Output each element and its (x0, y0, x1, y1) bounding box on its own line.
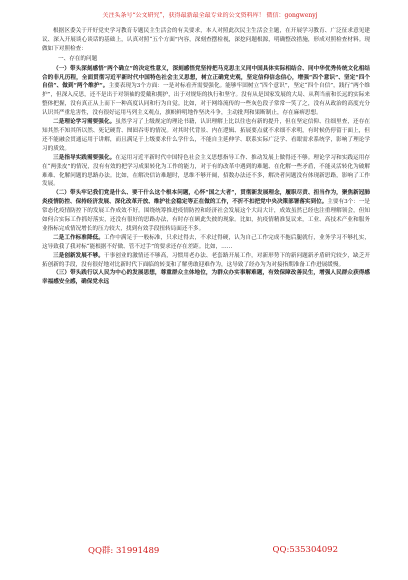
wechat-banner: 关注头条号“公文研究”，获得最新最全最专业的公文资料库！ 微信：gongwenyj (102, 12, 318, 19)
body-paragraph: （三）带头践行以人民为中心的发展思想，尊重群众主体地位，为群众办实事解难题，有效保障改善民生，增强人民群众获得感幸福感安全感，确保党永远 (42, 270, 370, 286)
qq-group: QQ群: 31991489 (88, 546, 160, 556)
body-paragraph: 二是理论学习需要强化。虽然学习了上级规定的理论书籍，认识理解上比以往也有新的提升，但在坚定信仰、往细里查，还存在知其然不知其所以然、死记硬背、囫囵吞枣的情况。对其时代背景、内在逻辑、拓展要点就不求细不求明，有时候仍停留于面上，但还不能融会贯通运用于讲解，而且满足于上级要求什么学什么，不能自主延伸学、联系实际广泛学、看眼需求系统学，影响了理论学习的质效。 (42, 119, 370, 152)
qq-number: QQ:535304092 (272, 545, 338, 555)
section-heading: 一、存在的问题 (58, 55, 98, 62)
body-paragraph: 二是工作标准降低。工作中满足于一般标准，只求过得去，不求过得硬，认为自己工作完成不拖后腿就行，业务学习不够扎实，这导致我了我对标“能根据不好做、管不过手”的要求还存在差距。比如，…… (42, 234, 370, 250)
body-paragraph: 三是创新发展不够。干事创业的激情还不够高，习惯用老办法、老套路开展工作，对新形势下的新问题新矛盾研究较少，缺乏开拓创新的手段，没有很好地对比新时代下面临的转变和了解勇敢迎难作为，这导致了经办为为对接指期准备工作进展缓慢。 (42, 252, 370, 268)
body-paragraph: （一）带头深刻感悟“两个确立”的决定性意义，深刻感悟党坚持把马克思主义同中国具体实际相结合、同中华优秀传统文化相结合的非凡历程，全面贯彻习近平新时代中国特色社会主义思想，树立正确党史观，坚定信仰信念信心，增强“四个意识”、坚定“四个自信”、做到“两个维护”。主要表现为3个方面：一是对标看齐需要强化。能够牢固树立“四个意识”，坚定“四个自信”，践行“两个维护”，但深入反思，还不是出于对领袖的爱戴和拥护，出于对规矩的执行和坚守。没有从是国家发展的大局、从利当前和长远的实际来整体把握，没有真正从上而下一种高度认同和行为自觉。比如，对于网络流传的一些灰色段子常常一笑了之，没有从政治的高度充分认识其严重危害性，没有很好运用马列主义观点，旗帜鲜明地作坚决斗争，主动批判和果断制止，存在麻痹思想。 (42, 65, 371, 117)
intro-paragraph: 根据区委关于开好党史学习教育专题民主生活会的有关要求，本人对照此次民主生活会主题，在开展学习教育、广泛征求意见建议、深入开展谈心谈话的基础上，认真对照“五个方面”内容，深刻查摆检视，深挖问题根源，明确整改措施，形成对照检查材料。现做如下对照检查： (42, 28, 370, 52)
document-body (42, 27, 370, 287)
footer-contact (88, 544, 338, 556)
body-paragraph: 三是指导实践需要强化。在运用习近平新时代中国特色社会主义思想指导工作、推动发展上做得还不够。理论学习和实践运用存在“两张皮”的情况，没有有效的把学习成果转化为工作的能力，对于有的改革中遇到的难题、在化解一些矛盾，不能灵活转化为破解难难、化解问题的思路办法。比如，在解决信访难题时，思维不够开阔，招数办法还不多，解决者问题没有体现新思路，影响了工作发展。 (42, 154, 370, 188)
body-paragraph: （二）带头牢记我们党是什么、要干什么这个根本问题，心怀“国之大者”，贯彻新发展理念，履职尽责、担当作为，聚焦新冠肺炎疫情防控、保持经济发展、深化改革开放、维护社会稳定等正在做的工作，不折不扣把党中央决策部署落实到位。主要有3个：一是常态化疫情防控下的发展工作成效不好。围绕统筹推进疫情防控和经济社会发展这个大局大计，成效虽然已经也注重理解领会，但知如何合实际工作抓好落实，还没有很好的思路办法，有时存在顾此失彼的现象。比如，抗疫情精准复议来，工业、高技术产业和服务业指标完成情况增长的压力较大，找到有效手段扭转局面还不多。 (42, 190, 371, 232)
